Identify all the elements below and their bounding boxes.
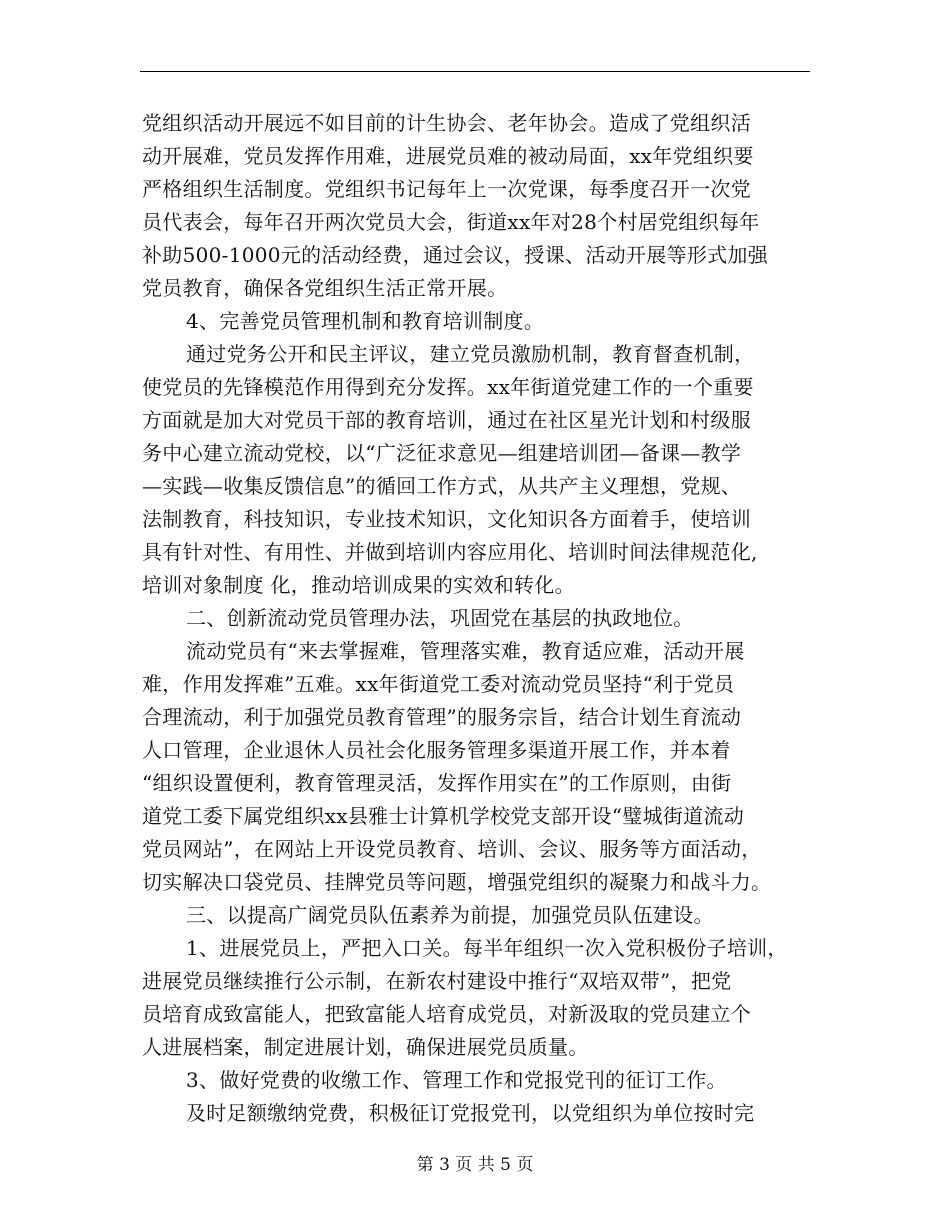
- text-line: 党员教育，确保各党组织生活正常开展。: [142, 276, 508, 300]
- text-line: —实践—收集反馈信息”的循回工作方式，从共产主义理想，党规、: [142, 474, 742, 498]
- page-footer: 第 3 页 共 5 页: [416, 1155, 534, 1175]
- text-line: 流动党员有“来去掌握难，管理落实难，教育适应难，活动开展: [186, 639, 745, 663]
- text-line: 人口管理，企业退休人员社会化服务管理多渠道开展工作，并本着: [142, 738, 731, 762]
- text-line: 法制教育，科技知识，专业技术知识，文化知识各方面着手，使培训: [142, 507, 751, 531]
- text-line: 人进展档案，制定进展计划，确保进展党员质量。: [142, 1035, 589, 1059]
- text-line: 党组织活动开展远不如目前的计生协会、老年协会。造成了党组织活: [142, 111, 751, 135]
- text-line: 员代表会，每年召开两次党员大会，街道xx年对28个村居党组织每年: [142, 210, 760, 234]
- text-line: 使党员的先锋模范作用得到充分发挥。xx年街道党建工作的一个重要: [142, 375, 754, 399]
- text-line: 难，作用发挥难”五难。xx年街道党工委对流动党员坚持“利于党员: [142, 672, 735, 696]
- text-line: 切实解决口袋党员、挂牌党员等问题，增强党组织的凝聚力和战斗力。: [142, 870, 772, 894]
- text-line: 务中心建立流动党校，以“广泛征求意见—组建培训团—备课—教学: [142, 441, 742, 465]
- text-line: 方面就是加大对党员干部的教育培训，通过在社区星光计划和村级服: [142, 408, 751, 432]
- section-heading: 3、做好党费的收缴工作、管理工作和党报党刊的征订工作。: [186, 1068, 727, 1092]
- section-heading: 三、以提高广阔党员队伍素养为前提，加强党员队伍建设。: [186, 903, 714, 927]
- text-line: 员培育成致富能人，把致富能人培育成党员，对新汲取的党员建立个: [142, 1002, 751, 1026]
- text-line: 进展党员继续推行公示制，在新农村建设中推行“双培双带”，把党: [142, 969, 732, 993]
- text-line: 1、进展党员上，严把入口关。每半年组织一次入党积极份子培训，: [186, 936, 788, 960]
- text-line: 道党工委下属党组织xx县雅士计算机学校党支部开设“璧城街道流动: [142, 804, 745, 828]
- text-line: 补助500-1000元的活动经费，通过会议，授课、活动开展等形式加强: [142, 243, 769, 267]
- section-heading: 4、完善党员管理机制和教育培训制度。: [186, 309, 545, 333]
- text-line: 动开展难，党员发挥作用难，进展党员难的被动局面，xx年党组织要: [142, 144, 754, 168]
- text-line: 具有针对性、有用性、并做到培训内容应用化、培训时间法律规范化,: [142, 540, 758, 564]
- text-line: 培训对象制度 化，推动培训成果的实效和转化。: [142, 573, 575, 597]
- text-line: “组织设置便利，教育管理灵活，发挥作用实在”的工作原则，由街: [142, 771, 732, 795]
- text-line: 及时足额缴纳党费，积极征订党报党刊，以党组织为单位按时完: [186, 1101, 755, 1125]
- text-line: 党员网站”，在网站上开设党员教育、培训、会议、服务等方面活动，: [142, 837, 762, 861]
- text-line: 合理流动，利于加强党员教育管理”的服务宗旨，结合计划生育流动: [142, 705, 742, 729]
- section-heading: 二、创新流动党员管理办法，巩固党在基层的执政地位。: [186, 606, 694, 630]
- header-rule: [140, 71, 810, 72]
- text-line: 通过党务公开和民主评议，建立党员激励机制，教育督查机制，: [186, 342, 755, 366]
- text-line: 严格组织生活制度。党组织书记每年上一次党课，每季度召开一次党: [142, 177, 751, 201]
